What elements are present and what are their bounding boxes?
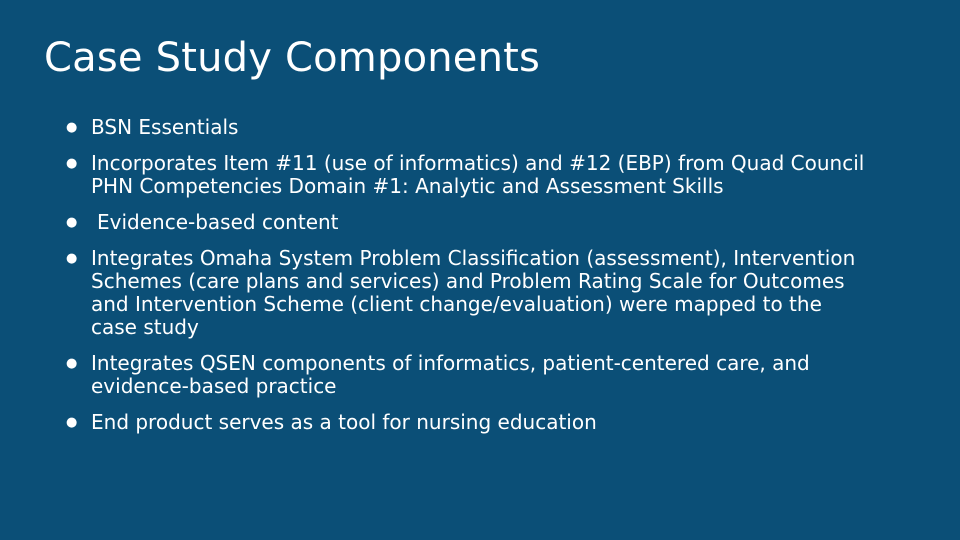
bullet-dot: ● <box>66 120 78 135</box>
bullet-text: Incorporates Item #11 (use of informatics) and #12 (EBP) from Quad Council PHN Competencies Domain #1: Analytic and Assessment Skills <box>91 151 865 198</box>
slide-title: Case Study Components <box>44 35 541 81</box>
bullet-item-omaha-system <box>66 247 866 339</box>
bullet-item-qsen <box>66 352 866 398</box>
bullet-dot: ● <box>66 415 78 430</box>
bullet-item-quad-council <box>66 152 866 198</box>
bullet-text: Evidence-based content <box>97 210 339 234</box>
bullet-dot: ● <box>66 251 78 266</box>
bullet-item-end-product <box>66 411 866 434</box>
bullet-list <box>66 116 866 447</box>
bullet-dot: ● <box>66 156 78 171</box>
bullet-dot: ● <box>66 356 78 371</box>
bullet-item-bsn-essentials <box>66 116 866 139</box>
bullet-dot: ● <box>66 215 78 230</box>
bullet-text: BSN Essentials <box>91 115 239 139</box>
bullet-item-evidence-content <box>66 211 866 234</box>
bullet-text: Integrates Omaha System Problem Classification (assessment), Intervention Schemes (care plans and services) and Problem Rating Scale for Outcomes and Intervention Scheme (client change/evaluation) were mapped to the case study <box>91 246 856 339</box>
bullet-text: End product serves as a tool for nursing education <box>91 410 597 434</box>
bullet-text: Integrates QSEN components of informatics, patient-centered care, and evidence-based practice <box>91 351 810 398</box>
